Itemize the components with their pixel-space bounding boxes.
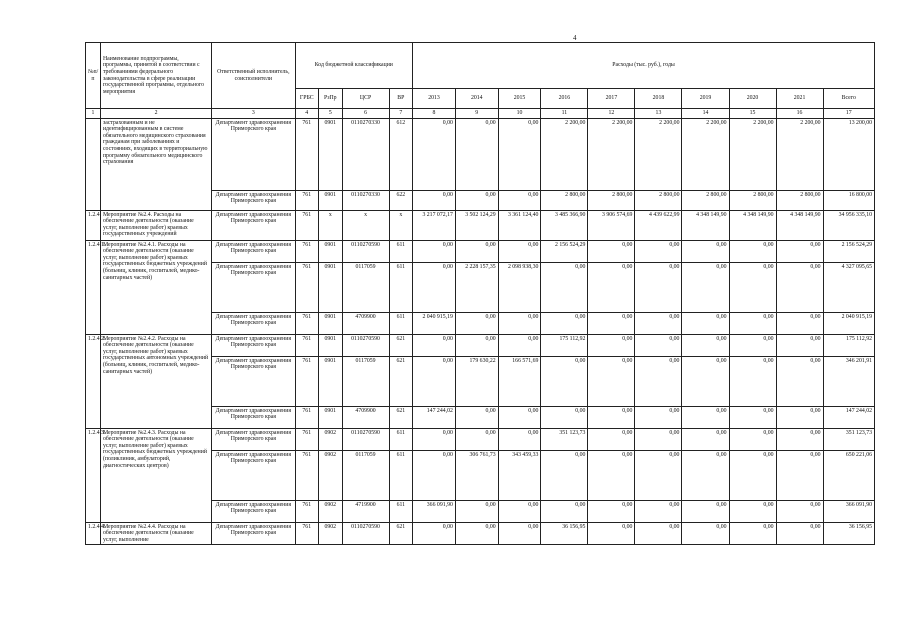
expense-value: 0,00 xyxy=(541,312,588,334)
expense-value: 0,00 xyxy=(635,262,682,312)
expense-value: 0,00 xyxy=(541,500,588,522)
column-number: 13 xyxy=(635,109,682,119)
grbs-code: 761 xyxy=(295,190,319,210)
expense-value: 0,00 xyxy=(776,450,823,500)
expense-value: 0,00 xyxy=(413,334,456,356)
expense-value: 0,00 xyxy=(413,450,456,500)
grbs-code: 761 xyxy=(295,312,319,334)
expense-total: 175 112,92 xyxy=(823,334,874,356)
csr-code: 0117059 xyxy=(342,450,389,500)
rzpr-code: 0901 xyxy=(319,118,343,190)
activity-name: Мероприятие №2.4.2. Расходы на обеспечение деятельности (оказание услуг, выполнение работ) краевых государственных автономных учреждений (больниц, клиник, госпиталей, медико-санитарных частей) xyxy=(100,334,211,428)
expense-total: 366 091,90 xyxy=(823,500,874,522)
expense-value: 0,00 xyxy=(776,522,823,545)
expense-value: 0,00 xyxy=(498,522,541,545)
vr-code: 621 xyxy=(389,406,413,428)
expense-value: 0,00 xyxy=(588,262,635,312)
expense-value: 0,00 xyxy=(635,428,682,450)
rzpr-code: 0901 xyxy=(319,356,343,406)
expense-total: 346 201,91 xyxy=(823,356,874,406)
responsible-executor: Департамент здравоохранения Приморского края xyxy=(212,334,295,356)
row-number: 1.2.4.1. xyxy=(86,240,101,334)
expense-value: 0,00 xyxy=(729,500,776,522)
expense-value: 0,00 xyxy=(413,356,456,406)
vr-code: 612 xyxy=(389,118,413,190)
table-row xyxy=(86,522,875,545)
rzpr-code: 0902 xyxy=(319,428,343,450)
responsible-executor: Департамент здравоохранения Приморского края xyxy=(212,356,295,406)
expense-total: 13 200,00 xyxy=(823,118,874,190)
expense-value: 2 200,00 xyxy=(776,118,823,190)
row-number: 1.2.4. xyxy=(86,210,101,240)
expense-value: 0,00 xyxy=(635,240,682,262)
vr-code: 611 xyxy=(389,240,413,262)
expense-value: 0,00 xyxy=(498,406,541,428)
header-year: 2015 xyxy=(498,89,541,109)
expense-value: 0,00 xyxy=(455,190,498,210)
expense-value: 0,00 xyxy=(729,450,776,500)
header-csr: ЦСР xyxy=(342,89,389,109)
csr-code: 4719900 xyxy=(342,500,389,522)
expense-value: 0,00 xyxy=(776,406,823,428)
vr-code: 611 xyxy=(389,450,413,500)
expense-value: 0,00 xyxy=(776,356,823,406)
column-number: 12 xyxy=(588,109,635,119)
expense-value: 0,00 xyxy=(498,190,541,210)
expense-value: 2 800,00 xyxy=(635,190,682,210)
expense-value: 36 156,95 xyxy=(541,522,588,545)
expense-value: 0,00 xyxy=(729,240,776,262)
expense-value: 3 485 366,90 xyxy=(541,210,588,240)
expense-value: 0,00 xyxy=(588,450,635,500)
expense-value: 0,00 xyxy=(498,500,541,522)
table-row xyxy=(86,118,875,190)
expense-value: 0,00 xyxy=(776,240,823,262)
expense-value: 0,00 xyxy=(635,450,682,500)
expense-value: 3 502 124,29 xyxy=(455,210,498,240)
header-vr: ВР xyxy=(389,89,413,109)
expense-value: 0,00 xyxy=(729,262,776,312)
vr-code: 621 xyxy=(389,522,413,545)
grbs-code: 761 xyxy=(295,240,319,262)
grbs-code: 761 xyxy=(295,118,319,190)
expense-total: 147 244,02 xyxy=(823,406,874,428)
expense-value: 0,00 xyxy=(588,428,635,450)
expense-value: 0,00 xyxy=(729,428,776,450)
expense-value: 0,00 xyxy=(541,262,588,312)
expense-value: 0,00 xyxy=(413,262,456,312)
header-kbk: Код бюджетной классификации xyxy=(295,43,413,89)
expense-total: 4 327 095,65 xyxy=(823,262,874,312)
vr-code: 611 xyxy=(389,500,413,522)
vr-code: 611 xyxy=(389,428,413,450)
expense-value: 2 200,00 xyxy=(635,118,682,190)
expense-value: 0,00 xyxy=(413,240,456,262)
responsible-executor: Департамент здравоохранения Приморского края xyxy=(212,210,295,240)
expense-value: 0,00 xyxy=(455,406,498,428)
page-number: 4 xyxy=(573,34,577,42)
column-number: 3 xyxy=(212,109,295,119)
expense-value: 0,00 xyxy=(635,312,682,334)
rzpr-code: 0901 xyxy=(319,190,343,210)
row-number: 1.2.4.4. xyxy=(86,522,101,545)
responsible-executor: Департамент здравоохранения Приморского края xyxy=(212,262,295,312)
expense-value: 0,00 xyxy=(729,334,776,356)
expense-value: 343 459,33 xyxy=(498,450,541,500)
expense-value: 0,00 xyxy=(635,356,682,406)
expense-value: 2 098 938,30 xyxy=(498,262,541,312)
expense-value: 0,00 xyxy=(729,356,776,406)
activity-name: Мероприятие №2.4.4. Расходы на обеспечение деятельности (оказание услуг, выполнение xyxy=(100,522,211,545)
header-grbs: ГРБС xyxy=(295,89,319,109)
header-year: 2020 xyxy=(729,89,776,109)
expense-value: 2 228 157,35 xyxy=(455,262,498,312)
expense-value: 0,00 xyxy=(635,522,682,545)
expense-value: 0,00 xyxy=(498,240,541,262)
expense-value: 0,00 xyxy=(498,428,541,450)
csr-code: 4709900 xyxy=(342,406,389,428)
expense-value: 0,00 xyxy=(682,262,729,312)
expense-value: 0,00 xyxy=(498,334,541,356)
header-year: 2016 xyxy=(541,89,588,109)
grbs-code: 761 xyxy=(295,356,319,406)
column-number: 15 xyxy=(729,109,776,119)
vr-code: 622 xyxy=(389,190,413,210)
rzpr-code: х xyxy=(319,210,343,240)
table-row xyxy=(86,210,875,240)
budget-table xyxy=(85,42,875,545)
expense-value: 0,00 xyxy=(588,334,635,356)
expense-value: 179 630,22 xyxy=(455,356,498,406)
expense-total: 351 123,73 xyxy=(823,428,874,450)
responsible-executor: Департамент здравоохранения Приморского края xyxy=(212,406,295,428)
table-row xyxy=(86,334,875,356)
expense-value: 0,00 xyxy=(635,406,682,428)
rzpr-code: 0902 xyxy=(319,450,343,500)
expense-value: 0,00 xyxy=(413,190,456,210)
expense-value: 0,00 xyxy=(682,240,729,262)
expense-value: 0,00 xyxy=(635,500,682,522)
table-row xyxy=(86,240,875,262)
expense-value: 0,00 xyxy=(776,428,823,450)
header-year: 2021 xyxy=(776,89,823,109)
rzpr-code: 0901 xyxy=(319,262,343,312)
expense-value: 0,00 xyxy=(682,450,729,500)
expense-value: 0,00 xyxy=(682,406,729,428)
expense-value: 3 217 072,17 xyxy=(413,210,456,240)
vr-code: 621 xyxy=(389,334,413,356)
column-number-row xyxy=(86,109,875,119)
expense-value: 0,00 xyxy=(682,334,729,356)
csr-code: 0110270330 xyxy=(342,190,389,210)
expense-value: 0,00 xyxy=(541,450,588,500)
expense-value: 0,00 xyxy=(588,312,635,334)
rzpr-code: 0901 xyxy=(319,312,343,334)
expense-value: 2 200,00 xyxy=(541,118,588,190)
header-rzpr: РзПр xyxy=(319,89,343,109)
expense-value: 0,00 xyxy=(588,522,635,545)
grbs-code: 761 xyxy=(295,210,319,240)
column-number: 7 xyxy=(389,109,413,119)
expense-value: 0,00 xyxy=(776,312,823,334)
row-number: 1.2.4.2. xyxy=(86,334,101,428)
csr-code: х xyxy=(342,210,389,240)
column-number: 8 xyxy=(413,109,456,119)
expense-value: 2 200,00 xyxy=(682,118,729,190)
responsible-executor: Департамент здравоохранения Приморского края xyxy=(212,428,295,450)
expense-value: 0,00 xyxy=(588,500,635,522)
expense-value: 3 906 574,69 xyxy=(588,210,635,240)
expense-value: 4 348 149,90 xyxy=(729,210,776,240)
expense-value: 306 761,73 xyxy=(455,450,498,500)
activity-name: Мероприятие №2.4.1. Расходы на обеспечение деятельности (оказание услуг, выполнение работ) краевых государственных бюджетных учреждений (больниц, клиник, госпиталей, медико-санитарных частей) xyxy=(100,240,211,334)
header-name: Наименование подпрограммы, программы, принятой в соответствии с требованиями федерального законодательства в сфере реализации государственной программы, отдельного мероприятия xyxy=(100,43,211,109)
expense-value: 4 348 149,90 xyxy=(682,210,729,240)
expense-value: 2 156 524,29 xyxy=(541,240,588,262)
column-number: 4 xyxy=(295,109,319,119)
column-number: 2 xyxy=(100,109,211,119)
csr-code: 0110270590 xyxy=(342,428,389,450)
vr-code: х xyxy=(389,210,413,240)
expense-value: 0,00 xyxy=(682,356,729,406)
responsible-executor: Департамент здравоохранения Приморского края xyxy=(212,118,295,190)
responsible-executor: Департамент здравоохранения Приморского края xyxy=(212,190,295,210)
header-num: №п/п xyxy=(86,43,101,109)
expense-value: 0,00 xyxy=(455,240,498,262)
header-year: 2018 xyxy=(635,89,682,109)
expense-value: 0,00 xyxy=(541,406,588,428)
vr-code: 611 xyxy=(389,262,413,312)
expense-value: 0,00 xyxy=(455,312,498,334)
responsible-executor: Департамент здравоохранения Приморского края xyxy=(212,500,295,522)
expense-value: 2 200,00 xyxy=(588,118,635,190)
responsible-executor: Департамент здравоохранения Приморского края xyxy=(212,312,295,334)
expense-value: 0,00 xyxy=(729,522,776,545)
expense-value: 2 800,00 xyxy=(729,190,776,210)
expense-value: 0,00 xyxy=(776,262,823,312)
grbs-code: 761 xyxy=(295,500,319,522)
activity-name: Мероприятие №2.4. Расходы на обеспечение деятельности (оказание услуг, выполнение работ) краевых государственных учреждений xyxy=(100,210,211,240)
expense-value: 0,00 xyxy=(455,334,498,356)
expense-value: 2 800,00 xyxy=(682,190,729,210)
expense-value: 2 800,00 xyxy=(776,190,823,210)
csr-code: 0110270330 xyxy=(342,118,389,190)
expense-value: 0,00 xyxy=(455,522,498,545)
expense-value: 2 800,00 xyxy=(588,190,635,210)
expense-value: 366 091,90 xyxy=(413,500,456,522)
csr-code: 0110270590 xyxy=(342,522,389,545)
expense-value: 2 040 915,19 xyxy=(413,312,456,334)
csr-code: 0110270590 xyxy=(342,334,389,356)
rzpr-code: 0901 xyxy=(319,406,343,428)
expense-value: 351 123,73 xyxy=(541,428,588,450)
expense-value: 0,00 xyxy=(729,312,776,334)
expense-value: 0,00 xyxy=(498,118,541,190)
expense-total: 2 040 915,19 xyxy=(823,312,874,334)
column-number: 5 xyxy=(319,109,343,119)
vr-code: 621 xyxy=(389,356,413,406)
expense-value: 0,00 xyxy=(682,312,729,334)
column-number: 14 xyxy=(682,109,729,119)
expense-total: 36 156,95 xyxy=(823,522,874,545)
header-year: 2019 xyxy=(682,89,729,109)
expense-value: 2 800,00 xyxy=(541,190,588,210)
grbs-code: 761 xyxy=(295,406,319,428)
column-number: 11 xyxy=(541,109,588,119)
expense-value: 0,00 xyxy=(588,356,635,406)
table-row xyxy=(86,428,875,450)
expense-value: 4 439 622,99 xyxy=(635,210,682,240)
csr-code: 0117059 xyxy=(342,356,389,406)
expense-value: 0,00 xyxy=(588,240,635,262)
expense-value: 2 200,00 xyxy=(729,118,776,190)
rzpr-code: 0902 xyxy=(319,522,343,545)
responsible-executor: Департамент здравоохранения Приморского края xyxy=(212,522,295,545)
expense-value: 166 571,69 xyxy=(498,356,541,406)
rzpr-code: 0902 xyxy=(319,500,343,522)
expense-value: 0,00 xyxy=(729,406,776,428)
row-number: 1.2.4.3. xyxy=(86,428,101,522)
responsible-executor: Департамент здравоохранения Приморского края xyxy=(212,240,295,262)
expense-value: 0,00 xyxy=(682,500,729,522)
rzpr-code: 0901 xyxy=(319,334,343,356)
expense-value: 0,00 xyxy=(413,118,456,190)
csr-code: 0110270590 xyxy=(342,240,389,262)
expense-total: 34 956 335,10 xyxy=(823,210,874,240)
expense-value: 0,00 xyxy=(413,428,456,450)
column-number: 16 xyxy=(776,109,823,119)
header-year: 2017 xyxy=(588,89,635,109)
expense-value: 0,00 xyxy=(498,312,541,334)
grbs-code: 761 xyxy=(295,262,319,312)
grbs-code: 761 xyxy=(295,334,319,356)
header-year: 2013 xyxy=(413,89,456,109)
expense-value: 0,00 xyxy=(541,356,588,406)
expense-value: 175 112,92 xyxy=(541,334,588,356)
expense-value: 3 361 124,40 xyxy=(498,210,541,240)
responsible-executor: Департамент здравоохранения Приморского края xyxy=(212,450,295,500)
expense-value: 4 348 149,90 xyxy=(776,210,823,240)
expense-value: 147 244,02 xyxy=(413,406,456,428)
expense-value: 0,00 xyxy=(682,428,729,450)
expense-total: 650 221,06 xyxy=(823,450,874,500)
expense-value: 0,00 xyxy=(455,118,498,190)
expense-value: 0,00 xyxy=(682,522,729,545)
header-year: 2014 xyxy=(455,89,498,109)
grbs-code: 761 xyxy=(295,428,319,450)
expense-value: 0,00 xyxy=(455,500,498,522)
header-expenses: Расходы (тыс. руб.), годы xyxy=(413,43,875,89)
csr-code: 4709900 xyxy=(342,312,389,334)
column-number: 9 xyxy=(455,109,498,119)
expense-value: 0,00 xyxy=(455,428,498,450)
column-number: 17 xyxy=(823,109,874,119)
expense-value: 0,00 xyxy=(635,334,682,356)
vr-code: 611 xyxy=(389,312,413,334)
expense-value: 0,00 xyxy=(776,334,823,356)
csr-code: 0117059 xyxy=(342,262,389,312)
header-responsible: Ответственный исполнитель, соисполнители xyxy=(212,43,295,109)
expense-value: 0,00 xyxy=(776,500,823,522)
grbs-code: 761 xyxy=(295,522,319,545)
rzpr-code: 0901 xyxy=(319,240,343,262)
activity-name: Мероприятие №2.4.3. Расходы на обеспечение деятельности (оказание услуг, выполнение работ) краевых государственных бюджетных учреждений (поликлиник, амбулаторий, диагностических центров) xyxy=(100,428,211,522)
column-number: 6 xyxy=(342,109,389,119)
header-total: Всего xyxy=(823,89,874,109)
grbs-code: 761 xyxy=(295,450,319,500)
expense-value: 0,00 xyxy=(413,522,456,545)
expense-total: 2 156 524,29 xyxy=(823,240,874,262)
expense-total: 16 800,00 xyxy=(823,190,874,210)
column-number: 1 xyxy=(86,109,101,119)
row-number xyxy=(86,118,101,210)
activity-name: застрахованным и не идентифицированным в системе обязательного медицинского страхования гражданам при заболеваниях и состояниях, входящих в территориальную программу обязательного медицинского страхования xyxy=(100,118,211,210)
expense-value: 0,00 xyxy=(588,406,635,428)
column-number: 10 xyxy=(498,109,541,119)
